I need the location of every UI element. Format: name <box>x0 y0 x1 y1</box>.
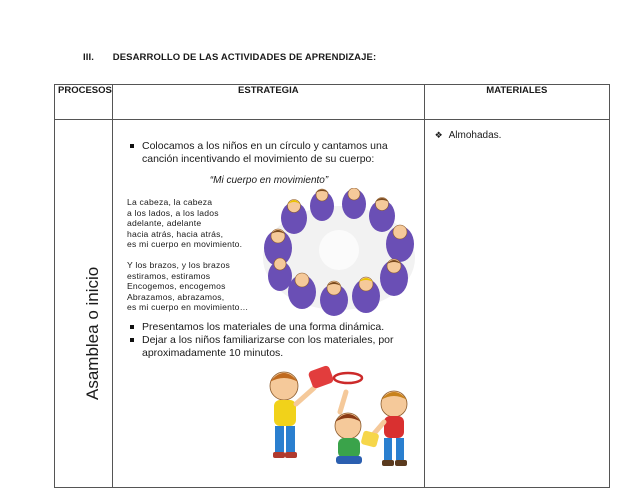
kid-left <box>270 372 314 458</box>
materials-list <box>435 130 502 141</box>
section-heading <box>83 52 376 63</box>
pillow-red <box>308 365 335 389</box>
children-circle-illustration <box>258 188 420 316</box>
section-title: DESARROLLO DE LAS ACTIVIDADES DE APRENDIZAJE: <box>112 52 377 63</box>
hoop <box>334 373 362 383</box>
lyrics-verse-1: La cabeza, la cabeza a los lados, a los lados adelante, adelante hacia atrás, hacia atrás, es mi cuerpo en movimiento. <box>126 197 243 250</box>
procesos-cell: Asamblea o inicio <box>55 120 113 488</box>
kid-middle <box>335 392 362 464</box>
header-procesos: PROCESOS <box>55 85 113 120</box>
table-header-row <box>55 85 610 120</box>
header-estrategia: ESTRATEGIA <box>112 85 424 120</box>
strategy-bullets-top <box>113 140 413 166</box>
list-item: Presentamos los materiales de una forma dinámica. <box>113 321 413 334</box>
kids-playing-illustration <box>256 352 418 480</box>
header-materiales: MATERIALES <box>424 85 609 120</box>
list-item: Dejar a los niños familiarizarse con los materiales, por aproximadamente 10 minutos. <box>113 334 413 360</box>
material-item: Almohadas. <box>448 130 502 141</box>
lyrics-verse-2: Y los brazos, y los brazos estiramos, estiramos Encogemos, encogemos Abrazamos, abrazamos, es mi cuerpo en movimiento… <box>126 260 249 313</box>
table-row <box>55 120 610 488</box>
activities-table <box>54 84 610 488</box>
list-item: Colocamos a los niños en un círculo y cantamos una canción incentivando el movimiento de su cuerpo: <box>113 140 413 166</box>
bullet-square-icon <box>130 338 134 342</box>
materiales-cell <box>424 120 609 488</box>
song-title: “Mi cuerpo en movimiento” <box>209 175 329 186</box>
kid-right <box>372 391 407 466</box>
estrategia-cell <box>112 120 424 488</box>
bullet-square-icon <box>130 325 134 329</box>
section-number: III. <box>83 52 94 63</box>
bullet-square-icon <box>130 144 134 148</box>
diamond-bullet-icon: ❖ <box>434 130 443 140</box>
